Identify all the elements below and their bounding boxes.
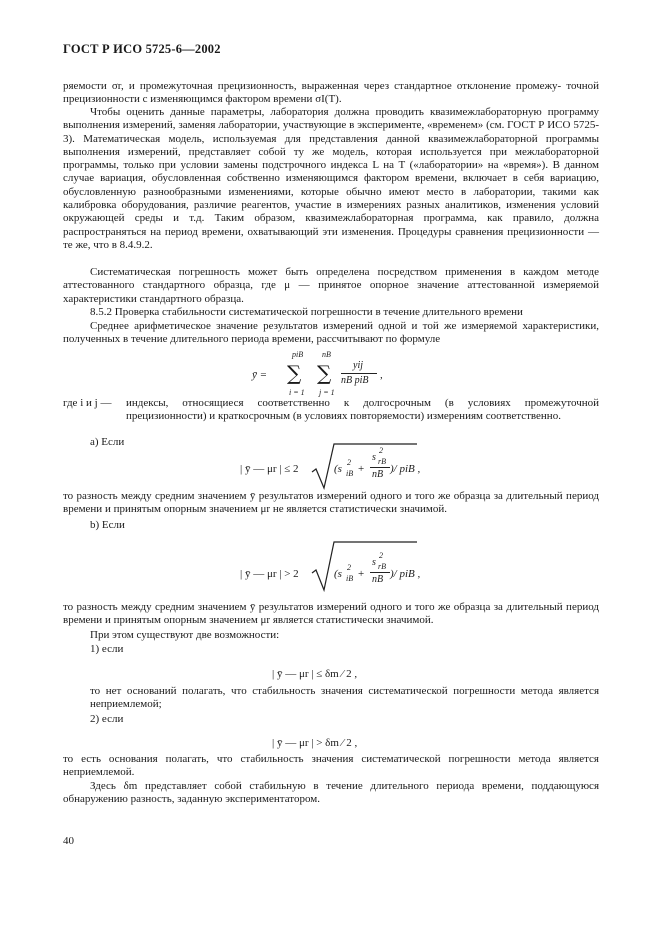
paragraph-systematic-error: Систематическая погрешность может быть определена посредством применения в каждом методе аттестованного стандартного образца, где μ — принятое опорное значение аттестованной измеряемой характеристики стандартного образца. bbox=[63, 266, 599, 305]
section-8-5-2-heading: 8.5.2 Проверка стабильности систематической погрешности в течение длительного времени bbox=[90, 306, 523, 318]
paragraph-after-b: то разность между средним значением ȳ результатов измерений одного и того же образца за длительный период времени и принятым опорным значением μr является статистически значимой. bbox=[63, 601, 599, 627]
paragraph-after-a: то разность между средним значением ȳ результатов измерений одного и того же образца за длительный период времени и принятым опорным значением μr не является статистически значимой. bbox=[63, 490, 599, 516]
paragraph-after-1: то нет оснований полагать, что стабильность значения систематической погрешности метода является неприемлемой; bbox=[90, 685, 599, 711]
page-number: 40 bbox=[63, 835, 74, 847]
where-label: где i и j — bbox=[63, 397, 112, 409]
case-a-label: а) Если bbox=[90, 436, 125, 448]
paragraph-delta-m: Здесь δm представляет собой стабильную в течение длительного периода времени, поддающуюся обнаружению разность, заданную экспериментатором. bbox=[63, 780, 599, 806]
document-header: ГОСТ Р ИСО 5725-6—2002 bbox=[63, 42, 221, 56]
paragraph-after-2: то есть основания полагать, что стабильность значения систематической погрешности метода является неприемлемой. bbox=[63, 753, 599, 779]
case-2-label: 2) если bbox=[90, 713, 124, 725]
case-b-label: b) Если bbox=[90, 519, 125, 531]
formula-condition-1: | ȳ — μr | ≤ δm ⁄ 2 , bbox=[272, 668, 358, 680]
where-description: индексы, относящиеся соответственно к долгосрочным (в условиях промежуточной прецизионности) и краткосрочным (в условиях повторяемости) измерениям соответственно. bbox=[126, 397, 599, 423]
case-1-label: 1) если bbox=[90, 643, 124, 655]
paragraph-quasi-interlab: Чтобы оценить данные параметры, лаборатория должна проводить квазимежлабораторную программу выполнения измерений, заменяя лаборатории, участвующие в эксперименте, «временем» (см. ГОСТ Р ИСО 5725-3). Математическая модель, используемая для представления данной квазимежлабораторной программы выполнения измерений, представляет собой ту же модель, которая используется при межлабораторной программы, только при условии замены подстрочного индекса L на T («лаборатории» на «время»). В данном случае вариация, обусловленная собственно изменяющимся фактором времени, включает в себя вариацию, обусловленную разнообразными изменениями, которые обычно имеют место в лаборатории, такими как калибровка оборудования, различие реагентов, участие в измерениях разных аналитиков, изменения условий окружающей среды и т.д. Таким образом, квазимежлабораторная программа, как правило, должна распространяться на период времени, охватывающий эти изменения. Процедуры сравнения прецизионности — те же, что в 8.4.9.2. bbox=[63, 106, 599, 251]
formula-condition-2: | ȳ — μr | > δm ⁄ 2 , bbox=[272, 737, 358, 749]
two-possibilities: При этом существуют две возможности: bbox=[90, 629, 280, 641]
sqrt-sign-b bbox=[312, 540, 417, 592]
paragraph-repeatability: ряемости σr, и промежуточная прецизионность, выраженная через стандартное отклонение промежу- точной прецизионности с изменяющимся фактором времени σI(T). bbox=[63, 80, 599, 106]
paragraph-mean-value: Среднее арифметическое значение результатов измерений одной и той же измеряемой характеристики, полученных в течение длительного периода времени, рассчитывают по формуле bbox=[63, 320, 599, 346]
